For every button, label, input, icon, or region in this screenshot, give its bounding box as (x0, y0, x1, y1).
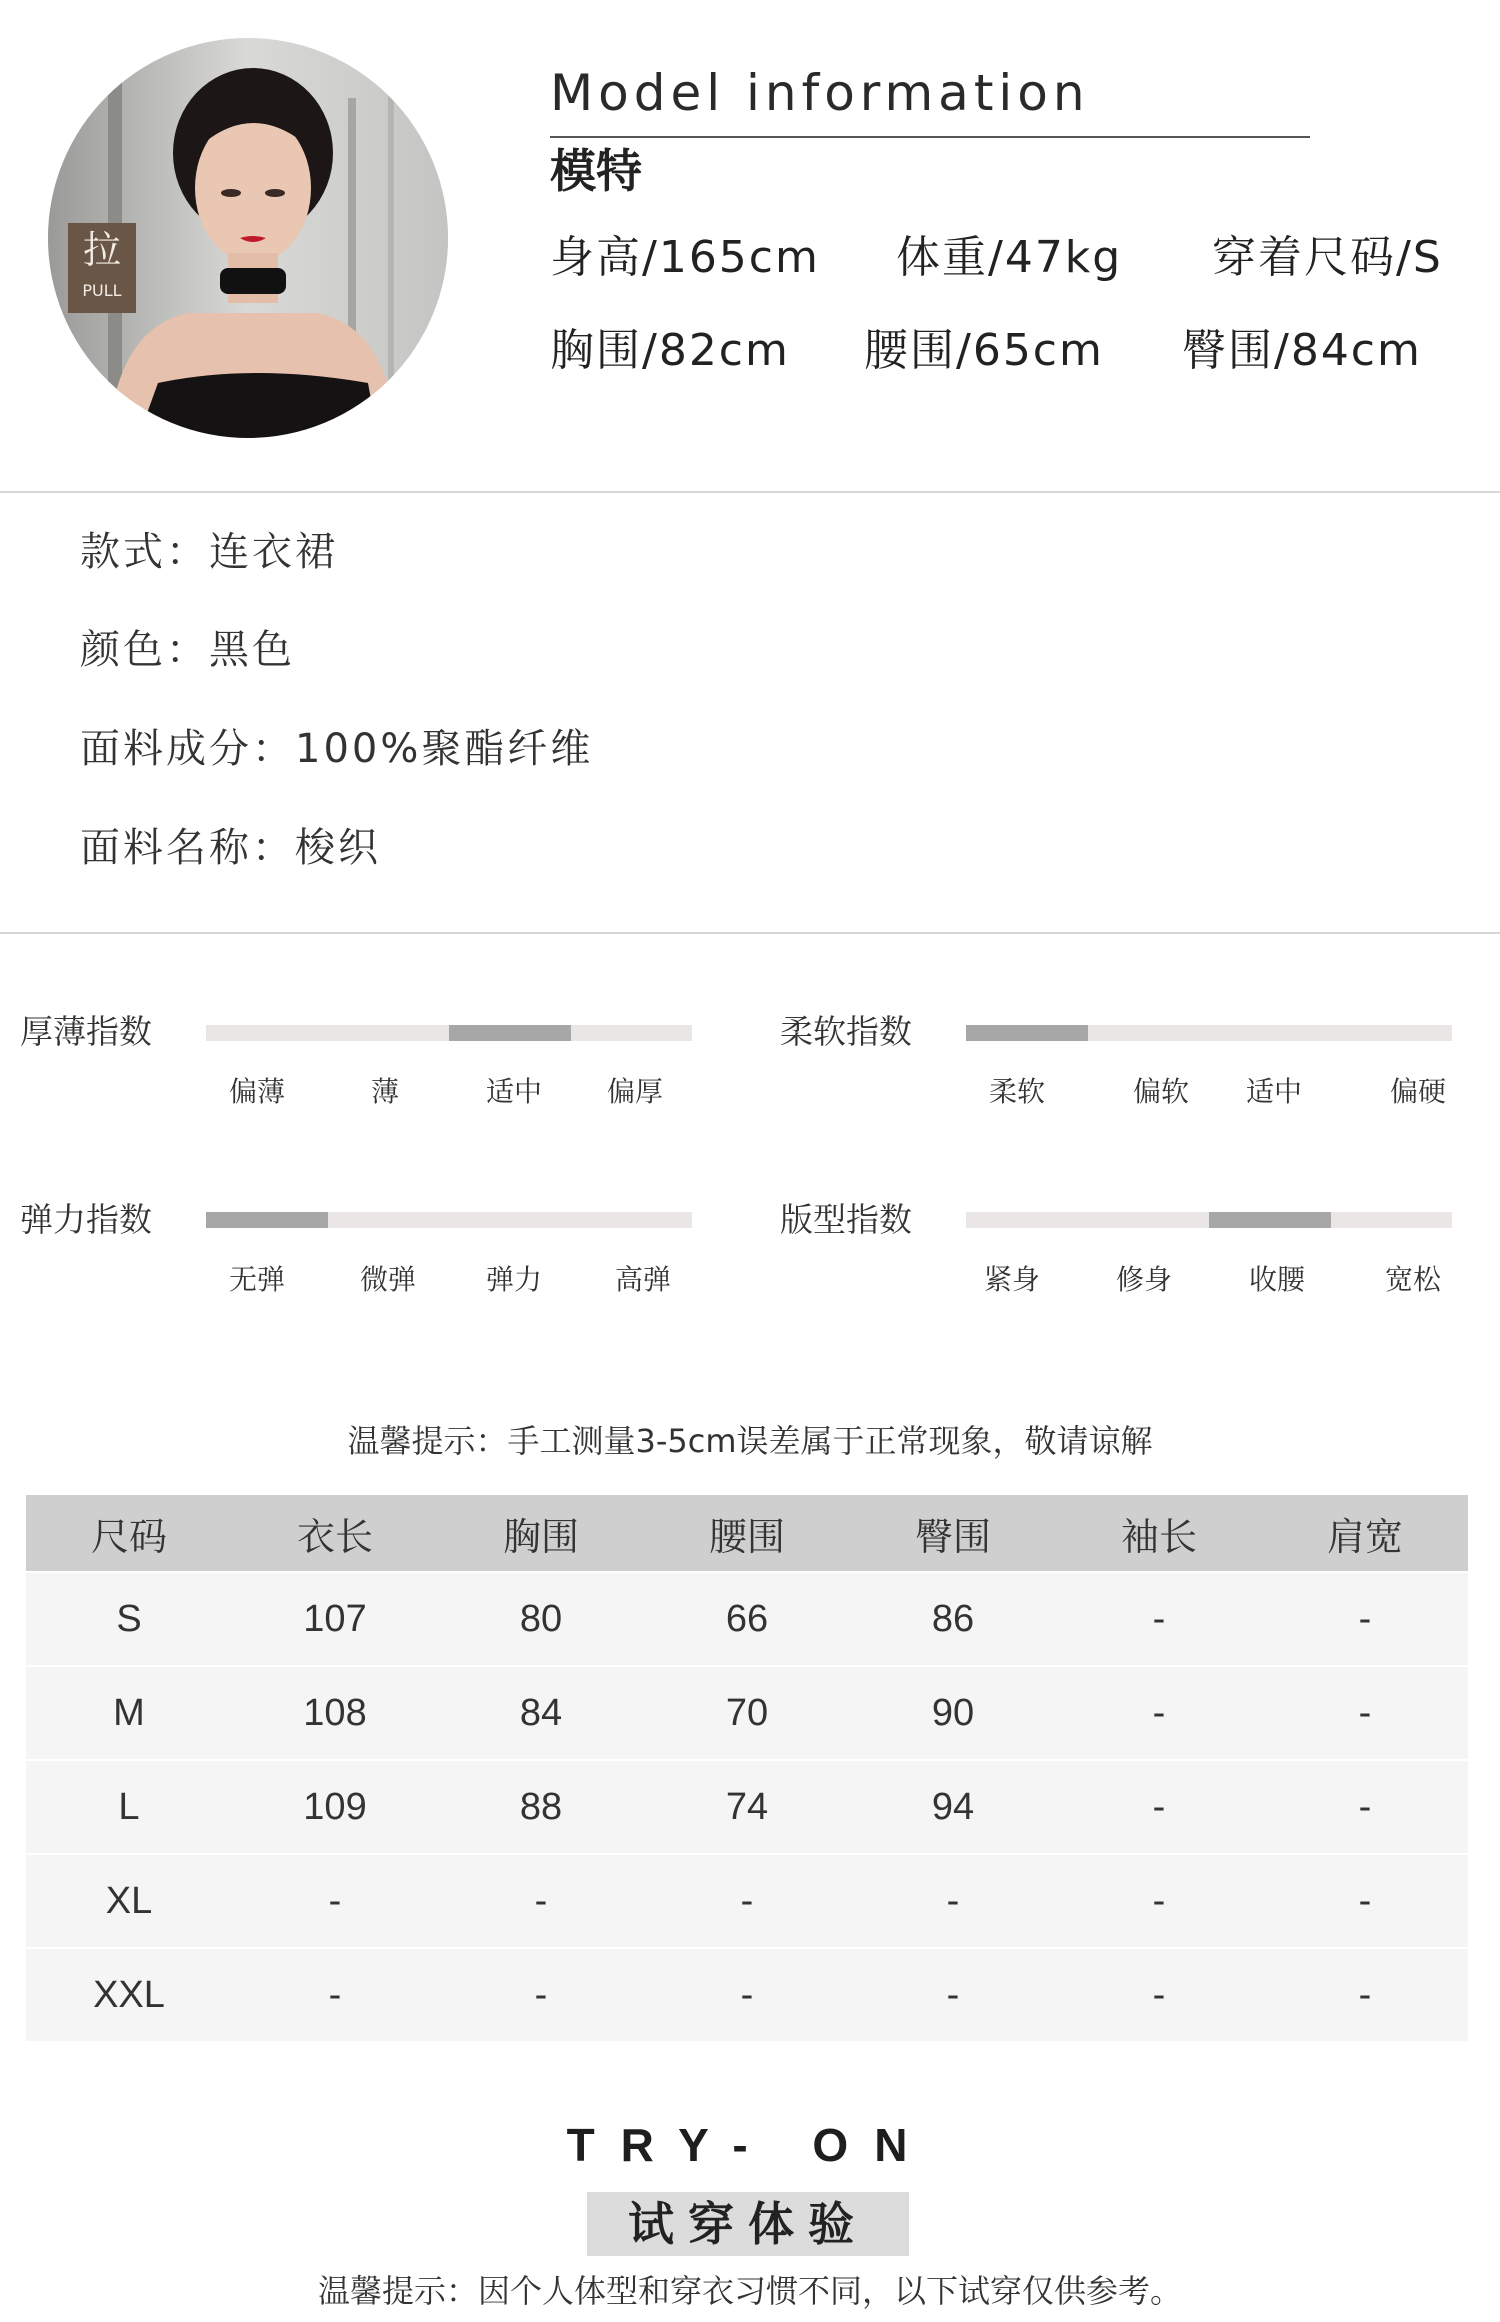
model-size: 穿着尺码/S (1212, 232, 1443, 283)
table-cell: - (644, 1948, 850, 2041)
table-cell: 90 (850, 1666, 1056, 1760)
fit-option: 宽松 (1384, 1263, 1442, 1296)
elasticity-option: 无弹 (228, 1263, 286, 1296)
elasticity-option: 弹力 (485, 1263, 543, 1296)
fit-index-track (966, 1212, 1452, 1228)
model-photo (48, 38, 448, 438)
table-header-row (26, 1495, 1468, 1572)
table-cell: 74 (644, 1760, 850, 1854)
table-row (26, 1760, 1468, 1854)
softness-index-fill (966, 1025, 1088, 1041)
elasticity-index-label: 弹力指数 (20, 1200, 152, 1239)
model-subtitle: 模特 (550, 144, 642, 198)
table-cell: L (26, 1760, 232, 1854)
table-cell: 86 (850, 1572, 1056, 1666)
attr-fabric-name: 面料名称：梭织 (80, 825, 381, 871)
section-divider (0, 932, 1500, 934)
header-length: 衣长 (232, 1495, 438, 1572)
table-cell: 88 (438, 1760, 644, 1854)
title-divider (550, 136, 1310, 138)
attr-fabric: 面料成分：100%聚酯纤维 (80, 726, 594, 772)
table-cell: - (1056, 1572, 1262, 1666)
softness-option: 偏硬 (1389, 1075, 1447, 1108)
softness-index-label: 柔软指数 (780, 1012, 912, 1051)
thickness-index-fill (449, 1025, 571, 1041)
table-cell: - (1056, 1666, 1262, 1760)
table-cell: 94 (850, 1760, 1056, 1854)
try-on-title: TRY- ON (566, 2119, 934, 2171)
model-bust: 胸围/82cm (550, 325, 790, 376)
model-hip: 臀围/84cm (1182, 325, 1422, 376)
header-shoulder: 肩宽 (1262, 1495, 1468, 1572)
table-cell: S (26, 1572, 232, 1666)
thickness-option: 偏厚 (606, 1075, 664, 1108)
door-sign-sub: PULL (82, 281, 122, 300)
table-cell: - (1262, 1854, 1468, 1948)
softness-option: 适中 (1245, 1075, 1303, 1108)
thickness-option: 适中 (485, 1075, 543, 1108)
softness-option: 柔软 (988, 1075, 1046, 1108)
header-waist: 腰围 (644, 1495, 850, 1572)
table-cell: - (644, 1854, 850, 1948)
fit-index-fill (1209, 1212, 1331, 1228)
table-cell: - (438, 1948, 644, 2041)
table-cell: 107 (232, 1572, 438, 1666)
table-cell: XL (26, 1854, 232, 1948)
table-cell: - (1262, 1572, 1468, 1666)
attr-style: 款式：连衣裙 (80, 529, 338, 575)
thickness-option: 偏薄 (228, 1075, 286, 1108)
table-cell: - (850, 1854, 1056, 1948)
size-table (26, 1495, 1468, 2041)
table-cell: 66 (644, 1572, 850, 1666)
table-cell: - (1056, 1948, 1262, 2041)
fit-option: 紧身 (983, 1263, 1041, 1296)
table-cell: - (850, 1948, 1056, 2041)
attr-color: 颜色：黑色 (80, 627, 295, 673)
table-row (26, 1666, 1468, 1760)
thickness-index-label: 厚薄指数 (20, 1012, 152, 1051)
fit-option: 收腰 (1248, 1263, 1306, 1296)
table-cell: - (232, 1948, 438, 2041)
table-row (26, 1572, 1468, 1666)
fit-option: 修身 (1115, 1263, 1173, 1296)
thickness-option: 薄 (370, 1075, 400, 1108)
section-divider (0, 491, 1500, 493)
header-size: 尺码 (26, 1495, 232, 1572)
table-cell: - (1262, 1666, 1468, 1760)
header-hip: 臀围 (850, 1495, 1056, 1572)
elasticity-option: 微弹 (359, 1263, 417, 1296)
header-sleeve: 袖长 (1056, 1495, 1262, 1572)
model-weight: 体重/47kg (896, 232, 1123, 283)
table-cell: 84 (438, 1666, 644, 1760)
model-waist: 腰围/65cm (864, 325, 1104, 376)
table-cell: 109 (232, 1760, 438, 1854)
measurement-note: 温馨提示：手工测量3-5cm误差属于正常现象，敬请谅解 (347, 1422, 1153, 1460)
table-cell: - (1056, 1760, 1262, 1854)
table-cell: 70 (644, 1666, 850, 1760)
thickness-index-track (206, 1025, 692, 1041)
elasticity-index-track (206, 1212, 692, 1228)
elasticity-option: 高弹 (614, 1263, 672, 1296)
try-on-badge: 试穿体验 (587, 2192, 909, 2256)
table-cell: - (1056, 1854, 1262, 1948)
model-info-title: Model information (550, 64, 1090, 122)
table-cell: - (1262, 1948, 1468, 2041)
table-row (26, 1948, 1468, 2041)
elasticity-index-fill (206, 1212, 328, 1228)
table-cell: M (26, 1666, 232, 1760)
table-cell: 108 (232, 1666, 438, 1760)
softness-index-track (966, 1025, 1452, 1041)
table-cell: - (438, 1854, 644, 1948)
try-on-note: 温馨提示：因个人体型和穿衣习惯不同，以下试穿仅供参考。 (317, 2272, 1182, 2310)
table-row (26, 1854, 1468, 1948)
softness-option: 偏软 (1132, 1075, 1190, 1108)
header-bust: 胸围 (438, 1495, 644, 1572)
table-cell: 80 (438, 1572, 644, 1666)
fit-index-label: 版型指数 (780, 1200, 912, 1239)
table-cell: XXL (26, 1948, 232, 2041)
table-cell: - (1262, 1760, 1468, 1854)
table-cell: - (232, 1854, 438, 1948)
model-height: 身高/165cm (550, 232, 820, 283)
door-sign-text: 拉 (82, 228, 121, 272)
